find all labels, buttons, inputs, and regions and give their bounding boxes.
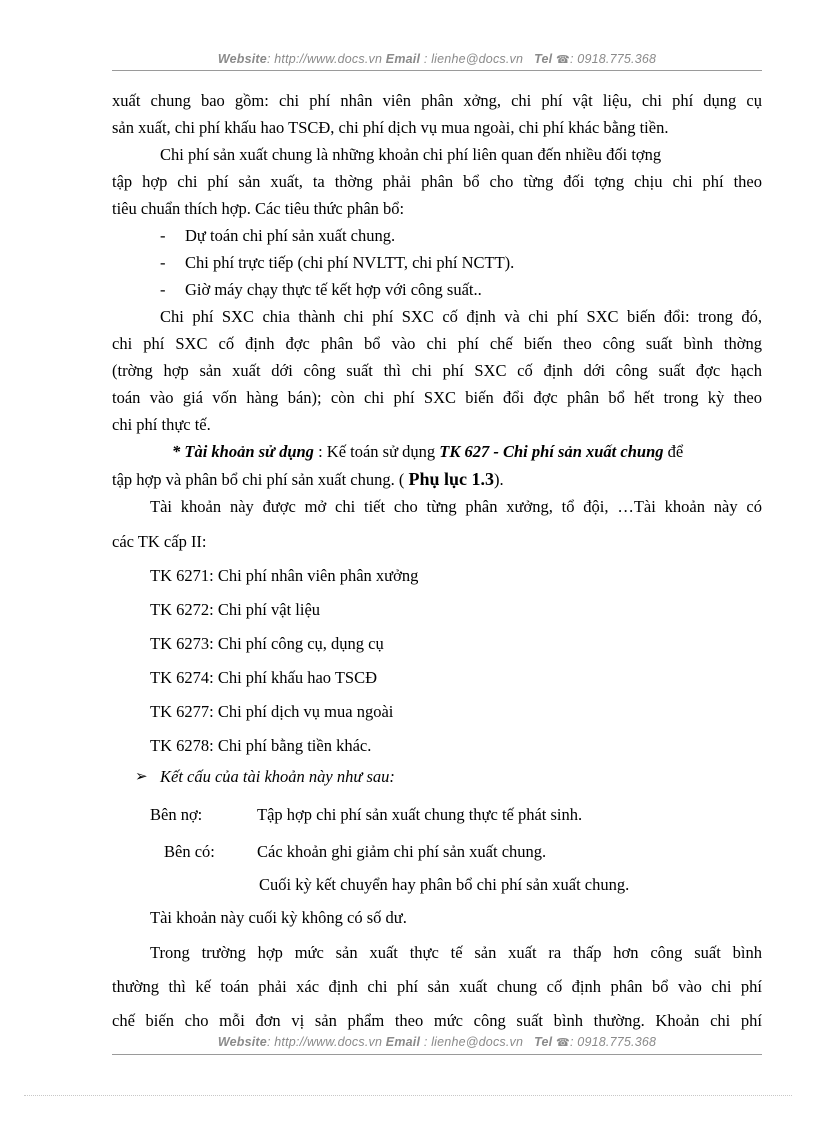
account-item: TK 6277: Chi phí dịch vụ mua ngoài	[150, 702, 394, 721]
phone-icon: ☎	[556, 54, 570, 66]
text-line: Tài khoản này cuối kỳ không có số dư.	[150, 908, 407, 927]
account-item: TK 6278: Chi phí bằng tiền khác.	[150, 736, 372, 755]
account-item: TK 6271: Chi phí nhân viên phân xưởng	[150, 566, 419, 585]
text-line: xuất chung bao gồm: chi phí nhân viên phân xởng, chi phí vật liệu, chi phí dụng cụ	[112, 91, 762, 110]
text-line: toán vào giá vốn hàng bán); còn chi phí SXC biến đổi đợc phân bổ hết trong kỳ theo	[112, 388, 762, 407]
bullet-dash: -	[160, 226, 166, 245]
page-bottom-divider	[24, 1095, 792, 1096]
text-span: : Kế toán sử dụng	[313, 442, 440, 461]
bullet-dash: -	[160, 280, 166, 299]
text-span: để	[663, 442, 684, 461]
footer-tel-value: : 0918.775.368	[569, 1035, 657, 1049]
footer-rule	[112, 1054, 762, 1055]
text-line: tập hợp chi phí sản xuất, ta thờng phải phân bổ cho từng đối tợng chịu chi phí theo	[112, 172, 762, 191]
footer-email-value[interactable]: : lienhe@docs.vn	[423, 1035, 524, 1049]
account-627-title: TK 627 - Chi phí sản xuất chung	[439, 442, 664, 461]
text-line: chi phí thực tế.	[112, 415, 211, 434]
text-line: tiêu chuẩn thích hợp. Các tiêu thức phân bổ:	[112, 199, 405, 218]
phone-icon: ☎	[556, 1037, 570, 1049]
structure-heading: Kết cấu của tài khoản này như sau:	[160, 767, 395, 786]
header-website-label: Website	[217, 52, 267, 66]
appendix-ref: Phụ lục 1.3	[408, 469, 495, 489]
account-item: TK 6272: Chi phí vật liệu	[150, 600, 321, 619]
text-line: sản xuất, chi phí khấu hao TSCĐ, chi phí dịch vụ mua ngoài, chi phí khác bằng tiền.	[112, 118, 669, 137]
account-item: TK 6274: Chi phí khấu hao TSCĐ	[150, 668, 378, 687]
account-used-heading: * Tài khoản sử dụng	[172, 442, 314, 461]
debit-label: Bên nợ:	[150, 805, 203, 824]
header-email-label: Email	[385, 52, 421, 66]
bullet-dash: -	[160, 253, 166, 272]
footer-website-url[interactable]: : http://www.docs.vn	[266, 1035, 383, 1049]
page-footer	[112, 1035, 762, 1049]
bullet-item: Chi phí trực tiếp (chi phí NVLTT, chi phí NCTT).	[185, 253, 515, 272]
text-line: Trong trường hợp mức sản xuất thực tế sản xuất ra thấp hơn công suất bình	[150, 943, 762, 962]
account-item: TK 6273: Chi phí công cụ, dụng cụ	[150, 634, 384, 653]
bullet-item: Giờ máy chạy thực tế kết hợp với công suất..	[185, 280, 482, 299]
text-line	[112, 469, 504, 490]
text-line: chế biến cho mỗi đơn vị sản phẩm theo mức công suất bình thường. Khoản chi phí	[112, 1011, 762, 1030]
header-tel-label: Tel	[534, 52, 553, 66]
text-line: các TK cấp II:	[112, 532, 207, 551]
bullet-item: Dự toán chi phí sản xuất chung.	[185, 226, 396, 245]
text-line: Chi phí sản xuất chung là những khoản chi phí liên quan đến nhiều đối tợng	[160, 145, 662, 164]
text-line: thường thì kế toán phải xác định chi phí sản xuất chung cố định phân bổ vào chi phí	[112, 977, 762, 996]
header-tel-value: : 0918.775.368	[569, 52, 657, 66]
text-line: (trờng hợp sản xuất dới công suất thì chi phí SXC cố định dới công suất đợc hạch	[112, 361, 762, 380]
footer-website-label: Website	[217, 1035, 267, 1049]
footer-email-label: Email	[385, 1035, 421, 1049]
credit-text: Cuối kỳ kết chuyển hay phân bổ chi phí sản xuất chung.	[259, 875, 630, 894]
text-line: Tài khoản này được mở chi tiết cho từng phân xưởng, tổ đội, …Tài khoản này có	[150, 497, 762, 516]
text-span: tập hợp và phân bổ chi phí sản xuất chung. (	[112, 470, 409, 489]
footer-tel-label: Tel	[534, 1035, 553, 1049]
header-rule	[112, 70, 762, 71]
credit-text: Các khoản ghi giảm chi phí sản xuất chung.	[257, 842, 547, 861]
text-span: ).	[494, 470, 504, 489]
debit-text: Tập hợp chi phí sản xuất chung thực tế phát sinh.	[257, 805, 583, 824]
header-email-value[interactable]: : lienhe@docs.vn	[423, 52, 524, 66]
header-website-url[interactable]: : http://www.docs.vn	[266, 52, 383, 66]
text-line: chi phí SXC cố định đợc phân bổ vào chi phí chế biến theo công suất bình thờng	[112, 334, 762, 353]
credit-label: Bên có:	[164, 842, 215, 861]
page-header	[112, 52, 762, 66]
arrow-bullet-icon: ➢	[135, 767, 148, 785]
account-used-line	[172, 442, 683, 462]
text-line: Chi phí SXC chia thành chi phí SXC cố định và chi phí SXC biến đổi: trong đó,	[160, 307, 762, 326]
